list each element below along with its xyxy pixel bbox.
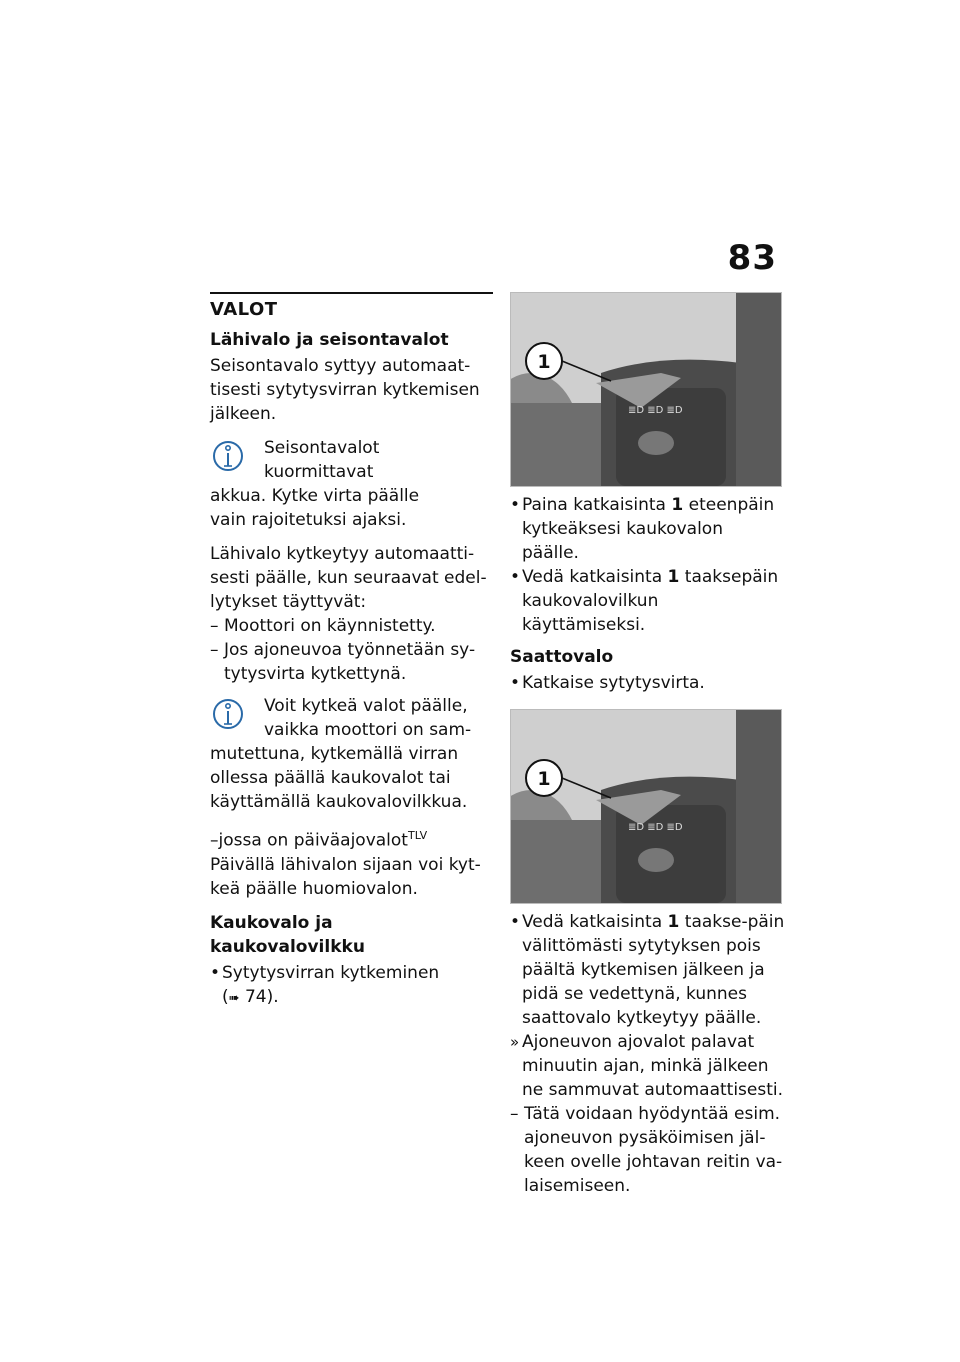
high-beam-steps — [510, 493, 785, 637]
list-item: – Moottori on käynnistetty. — [210, 614, 493, 638]
page-number: 83 — [727, 238, 777, 278]
list-item — [510, 565, 785, 637]
info-icon — [210, 434, 256, 482]
section-rule — [210, 292, 493, 294]
figure-callout-label: 1 — [537, 351, 551, 373]
subheading-escort-light: Saattovalo — [510, 647, 614, 667]
paragraph-parking-light: Seisontavalo syttyy automaat-tisesti sytytysvirran kytkemisen jälkeen. — [210, 356, 480, 424]
figure-callout-label: 1 — [537, 768, 551, 790]
result-list — [510, 1030, 785, 1102]
escort-light-steps — [510, 910, 785, 1030]
tlv-line — [210, 824, 493, 853]
step-text: taakse-päin välittömästi sytytyksen pois päältä kytkemisen jälkeen ja pidä se vedettynä, kunnes saattovalo kytkeytyy päälle. — [522, 912, 785, 1028]
handlebar-switch-illustration — [511, 293, 781, 486]
result-item: » Ajoneuvon ajovalot palavat minuutin ajan, minkä jälkeen ne sammuvat automaattisesti. — [510, 1030, 785, 1102]
section-title: VALOT — [210, 299, 278, 320]
switch-number: 1 — [667, 912, 680, 932]
step-text: taaksepäin kaukovalovilkun käyttämiseksi. — [522, 567, 779, 635]
bullet-text: Sytytysvirran kytkeminen — [222, 962, 440, 983]
svg-text:≣D ≣D ≣D: ≣D ≣D ≣D — [628, 405, 683, 416]
handlebar-switch-illustration — [511, 710, 781, 903]
info-text-line2: akkua. Kytke virta päälle — [210, 486, 420, 506]
info-text-line2: vaikka moottori on sam- — [264, 720, 472, 740]
left-column — [210, 292, 493, 1019]
paragraph-low-beam-conditions: Lähivalo kytkeytyy automaatti-sesti päälle, kun seuraavat edel-lytykset täyttyvät: — [210, 544, 487, 612]
page-ref-link[interactable]: 74). — [244, 986, 279, 1007]
figure-handlebar-switch-2 — [510, 709, 782, 904]
step-text: Paina katkaisinta — [522, 495, 672, 515]
info-text-line1: Voit kytkeä valot päälle, — [264, 696, 468, 716]
usage-note-list — [510, 1102, 785, 1198]
switch-number: 1 — [671, 495, 684, 515]
info-note-lights — [210, 694, 493, 814]
figure-handlebar-switch-1 — [510, 292, 782, 487]
info-text-rest: mutettuna, kytkemällä virran ollessa päällä kaukovalot tai käyttämällä kaukovalovilkkua. — [210, 744, 468, 812]
step-text: Vedä katkaisinta — [522, 567, 668, 587]
step-text: Vedä katkaisinta — [522, 912, 668, 932]
list-item — [510, 493, 785, 565]
info-text-line3: vain rajoitetuksi ajaksi. — [210, 510, 407, 530]
info-text-line1: Seisontavalot kuormittavat — [264, 438, 380, 482]
conditions-list — [210, 614, 493, 686]
list-item — [510, 910, 785, 1030]
subheading-low-beam: Lähivalo ja seisontavalot — [210, 330, 449, 350]
list-item: • Katkaise sytytysvirta. — [510, 671, 785, 695]
subheading-high-beam: Kaukovalo ja kaukovalovilkku — [210, 912, 365, 957]
list-item: • Sytytysvirran kytkeminen (➠ 74). — [210, 961, 493, 1011]
switch-number: 1 — [667, 567, 680, 587]
tlv-text: –jossa on päiväajovalot — [210, 830, 408, 851]
info-icon — [210, 692, 256, 740]
list-item: – Tätä voidaan hyödyntää esim. ajoneuvon pysäköimisen jäl-keen ovelle johtavan reitin va-laisemiseen. — [510, 1102, 785, 1198]
list-item: – Jos ajoneuvoa työnnetään sy-tytysvirta kytkettynä. — [210, 638, 493, 686]
paragraph-daytime: Päivällä lähivalon sijaan voi kyt-keä päälle huomiovalon. — [210, 854, 481, 899]
high-beam-list — [210, 961, 493, 1011]
svg-text:≣D ≣D ≣D: ≣D ≣D ≣D — [628, 822, 683, 833]
escort-light-list — [510, 671, 785, 695]
info-note-battery — [210, 436, 493, 532]
page-ref-arrow-icon: ➠ — [228, 990, 240, 1006]
step-text: eteenpäin kytkeäksesi kaukovalon päälle. — [522, 495, 775, 563]
tlv-superscript: TLV — [407, 829, 428, 842]
right-column — [510, 292, 785, 1206]
